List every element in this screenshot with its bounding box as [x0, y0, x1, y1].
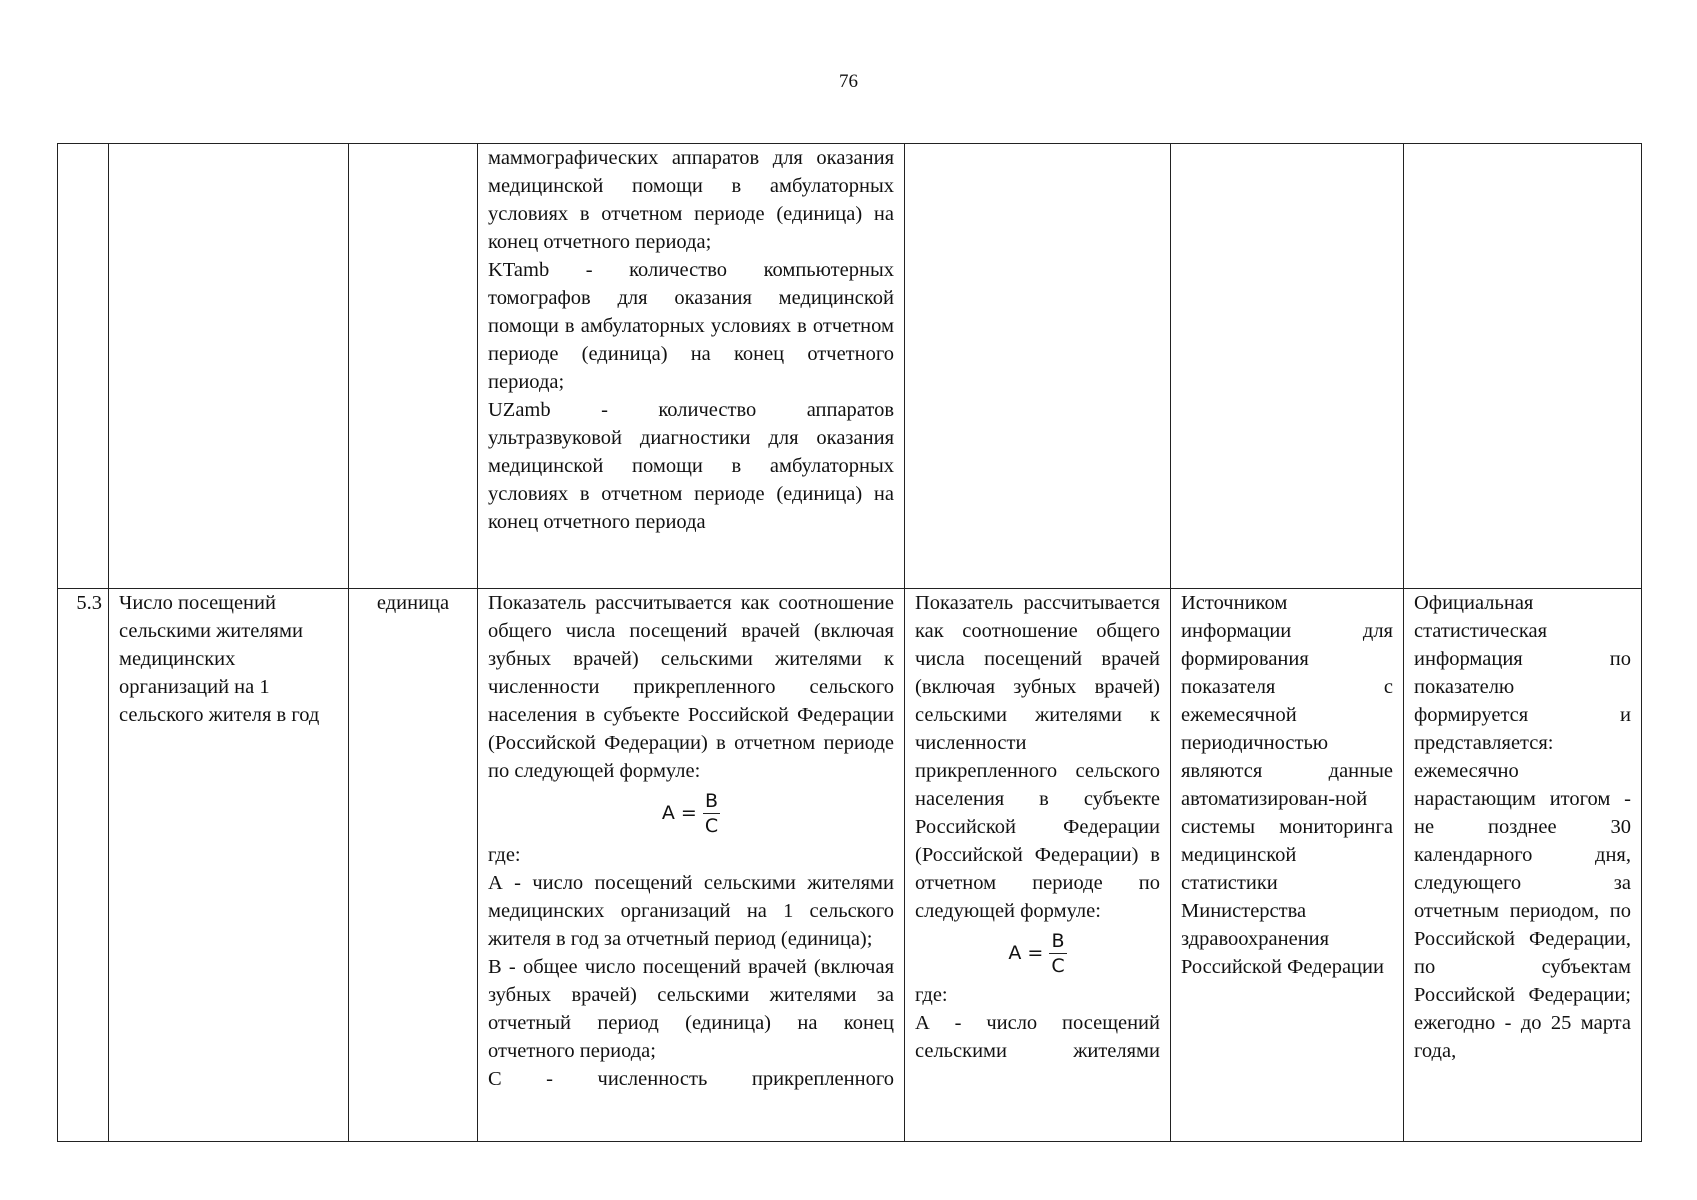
cell-name-empty [109, 144, 349, 589]
definition: А - число посещений сельскими жителями [915, 1012, 1160, 1062]
table-row [58, 144, 1642, 589]
where-label: где: [915, 984, 948, 1006]
formula-fraction [1049, 929, 1066, 978]
cell-method2-empty [905, 144, 1171, 589]
official-statistics [1404, 589, 1642, 1142]
formula-numerator: B [1051, 929, 1065, 952]
formula [488, 785, 894, 841]
formula [915, 925, 1160, 981]
row-number: 5.3 [58, 589, 109, 1142]
information-source [1171, 589, 1404, 1142]
formula-numerator: B [704, 789, 718, 812]
method-paragraph: UZamb - количество аппаратов ультразвуковой диагностики для оказания медицинской помощи в амбулаторных условиях в отчетном периоде (единица) на конец отчетного периода [488, 399, 894, 533]
calculation-method [478, 589, 905, 1142]
indicator-table [57, 143, 1642, 1142]
indicator-name: Число посещений сельскими жителями медицинских организаций на 1 сельского жителя в год [109, 589, 349, 1142]
page-number: 76 [839, 71, 858, 92]
method-intro: Показатель рассчитывается как соотношение общего числа посещений врачей (включая зубных врачей) сельскими жителями к численности прикрепленного сельского населения в субъекте Российской Федерации (Российской Федерации) в отчетном периоде по следующей формуле: [488, 592, 894, 782]
cell-official-empty [1404, 144, 1642, 589]
where-label: где: [488, 844, 521, 866]
definition: С - численность прикрепленного [488, 1068, 894, 1090]
formula-denominator: C [704, 814, 719, 837]
method-paragraph: KTamb - количество компьютерных томографов для оказания медицинской помощи в амбулаторных условиях в отчетном периоде (единица) на конец отчетного периода; [488, 259, 894, 393]
definition: В - общее число посещений врачей (включая зубных врачей) сельскими жителями за отчетный период (единица) на конец отчетного периода; [488, 956, 894, 1062]
cell-unit-empty [349, 144, 478, 589]
official-text: Официальная статистическая информация по показателю формируется и представляется: ежемесячно нарастающим итогом - не позднее 30 календарного дня, следующего за отчетным периодом, по Российской Федерации, по субъектам Российской Федерации; ежегодно - до 25 марта года, [1414, 592, 1631, 1062]
cell-source-empty [1171, 144, 1404, 589]
method2-intro: Показатель рассчитывается как соотношение общего числа посещений врачей (включая зубных врачей) сельскими жителями к численности прикрепленного сельского населения в субъекте Российской Федерации (Российской Федерации) в отчетном периоде по следующей формуле: [915, 592, 1160, 922]
formula-lhs: A = [661, 802, 697, 824]
formula-denominator: C [1051, 954, 1065, 977]
calculation-method-2 [905, 589, 1171, 1142]
cell-number-empty [58, 144, 109, 589]
source-text: Источником информации для формирования показателя с ежемесячной периодичностью являются данные автоматизирован-ной системы мониторинга медицинской статистики Министерства здравоохранения Российской Федерации [1181, 592, 1393, 978]
cell-method-continued [478, 144, 905, 589]
method-paragraph: маммографических аппаратов для оказания медицинской помощи в амбулаторных условиях в отчетном периоде (единица) на конец отчетного периода; [488, 147, 894, 253]
indicator-unit: единица [349, 589, 478, 1142]
table-row [58, 589, 1642, 1142]
definition: А - число посещений сельскими жителями медицинских организаций на 1 сельского жителя в год за отчетный период (единица); [488, 872, 894, 950]
formula-lhs: A = [1008, 942, 1044, 964]
formula-fraction [703, 789, 720, 838]
